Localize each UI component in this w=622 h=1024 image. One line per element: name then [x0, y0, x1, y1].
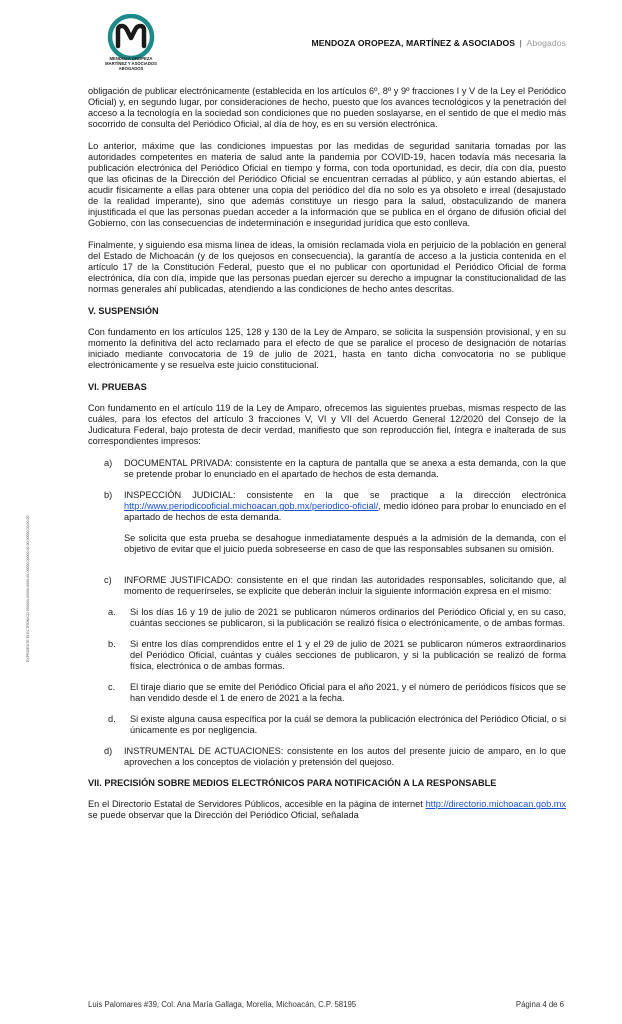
document-body — [88, 86, 566, 832]
sub-list-text: El tiraje diario que se emite del Periódico Oficial para el año 2021, y el número de periódicos físicos que se han vendido desde el 1 de enero de 2021 a la fecha. — [130, 682, 566, 703]
firm-name: MENDOZA OROPEZA, MARTÍNEZ & ASOCIADOS — [311, 38, 516, 48]
list-item-text: DOCUMENTAL PRIVADA: consistente en la captura de pantalla que se anexa a esta demanda, con la que se pretende probar lo enunciado en el apartado de hechos de esta demanda. — [124, 458, 566, 479]
footer-address: Luis Palomares #39, Col. Ana María Gallaga, Morelia, Michoacán, C.P. 58195 — [88, 1000, 357, 1009]
page-number: Página 4 de 6 — [515, 1000, 564, 1009]
section-heading-notificacion: VII. PRECISIÓN SOBRE MEDIOS ELECTRÓNICOS PARA NOTIFICACIÓN A LA RESPONSABLE — [88, 778, 497, 788]
list-marker: a) — [104, 458, 113, 468]
periodico-oficial-link[interactable]: http://www.periodicooficial.michoacan.gob.mx/periodico-oficial/ — [124, 501, 379, 511]
list-marker: c) — [104, 575, 112, 585]
logo-line-2: MARTÍNEZ Y ASOCIADOS — [105, 61, 157, 66]
sub-list-item — [88, 639, 566, 672]
notificacion-text-1: En el Directorio Estatal de Servidores Públicos, accesible en la página de internet — [88, 799, 423, 809]
list-item — [88, 575, 566, 597]
logo-text — [96, 56, 166, 71]
notificacion-body — [88, 799, 566, 821]
page-header — [0, 0, 622, 80]
side-stamp-text: EXPEDIENTE ELECTRÓNICO 000000-00000-0000-00-00000 00000 00 00 00000 00:00:00 — [26, 515, 30, 662]
directorio-link[interactable]: http://directorio.michoacan.gob.mx — [425, 799, 566, 809]
list-item — [88, 458, 566, 480]
list-item-text: INFORME JUSTIFICADO: consistente en el que rindan las autoridades responsables, solicitando que, al momento de requerírseles, se explicite que deberán incluir la siguiente información expresa en el mismo: — [124, 575, 566, 596]
list-item-text: INSTRUMENTAL DE ACTUACIONES: consistente en los autos del presente juicio de amparo, en lo que aprovechen a los conceptos de violación y pretensión del quejoso. — [124, 746, 566, 767]
inspeccion-text-3: Se solicita que esta prueba se desahogue inmediatamente después a la admisión de la demanda, con el objetivo de evitar que el juicio pueda sobreseerse en caso de que las responsables subsanen su omisión. — [124, 533, 566, 554]
firm-separator: | — [519, 38, 522, 48]
list-item — [88, 746, 566, 768]
sub-list-text: Si existe alguna causa específica por la cuál se demora la publicación electrónica del Periódico Oficial, o si únicamente es por negligencia. — [130, 714, 566, 735]
notificacion-text-2: se puede observar que la Dirección del Periódico Oficial, señalada — [88, 810, 359, 820]
list-marker: d) — [104, 746, 113, 756]
sub-list-item — [88, 607, 566, 629]
suspension-body: Con fundamento en los artículos 125, 128 y 130 de la Ley de Amparo, se solicita la suspensión provisional, y en su momento la definitiva del acto reclamado para el efecto de que se paralice el proceso de designación de notarías iniciado mediante convocatoria de 19 de julio de 2021, hasta en tanto dicha convocatoria no se publique electrónicamente y se resuelva este juicio constitucional. — [88, 327, 566, 370]
sub-list-marker: d. — [108, 714, 116, 724]
sub-list-marker: a. — [108, 607, 116, 617]
sub-list-item — [88, 714, 566, 736]
section-heading-suspension: V. SUSPENSIÓN — [88, 306, 159, 316]
firm-subtitle: Abogados — [526, 38, 566, 48]
pruebas-body: Con fundamento en el artículo 119 de la Ley de Amparo, ofrecemos las siguientes pruebas, mismas respecto de las cuáles, para los efectos del artículo 3 fracciones V, VI y VII del Acuerdo General 12/2020 del Consejo de la Judicatura Federal, bajo protesta de decir verdad, manifiesto que son reproducción fiel, íntegra e inalterada de sus correspondientes impresos: — [88, 403, 566, 446]
logo-line-1: MENDOZA OROPEZA — [109, 56, 153, 61]
logo-mark-icon — [96, 14, 166, 60]
sub-list-marker: b. — [108, 639, 116, 649]
inspeccion-text-2: , medio idóneo para probar lo enunciado en el apartado de hechos de esta demanda. — [124, 501, 566, 522]
list-item-text — [124, 490, 566, 565]
inspeccion-text — [124, 490, 566, 523]
sub-list-text: Si entre los días comprendidos entre el 1 y el 29 de julio de 2021 se publicaron números extraordinarios del Periódico Oficial, cuántas y cuáles secciones de publicaron, y si la publicación se realizó de forma física, electrónica o de ambas formas. — [130, 639, 566, 671]
list-item — [88, 490, 566, 565]
logo-line-3: ABOGADOS — [118, 66, 144, 71]
paragraph-2: Lo anterior, máxime que las condiciones impuestas por las medidas de seguridad sanitaria tomadas por las autoridades competentes en materia de salud ante la pandemia por COVID-19, hacen todavía más necesaria la publicación electrónica del Periódico Oficial en tiempo y forma, con toda oportunidad, es decir, día con día, puesto que las oficinas de la Dirección del Periódico Oficial se encuentran cerradas al público, y aún estando abiertas, el acudir físicamente a ellas para obtener una copia del periódico del día no solo es ya obsoleto e irreal (desajustado de la realidad imperante), sino que además constituye un riesgo para la salud, obstaculizando de manera injustificada el que las personas puedan acceder a la información que se publica en el órgano de difusión oficial del Gobierno, con las consecuencias de indeterminación e inseguridad jurídica que esto conlleva. — [88, 141, 566, 228]
sub-list-text: Si los días 16 y 19 de julio de 2021 se publicaron números ordinarios del Periódico Oficial y, en su caso, cuántas secciones se publicaron, si la publicación se realizó física o electrónicamente, o de ambas formas. — [130, 607, 566, 628]
paragraph-3: Finalmente, y siguiendo esa misma línea de ideas, la omisión reclamada viola en perjuicio de la población en general del Estado de Michoacán (y de los quejosos en consecuencia), la garantía de acceso a la justicia contenida en el artículo 17 de la Constitución Federal, puesto que el no publicar con oportunidad el Periódico Oficial de forma electrónica, día con día, impide que las personas puedan ejercer su derecho a impugnar la constitucionalidad de las normas generales ahí publicadas, atendiendo a las condiciones de hecho antes descritas. — [88, 240, 566, 294]
side-stamp — [26, 512, 44, 662]
sub-list-marker: c. — [108, 682, 116, 692]
paragraph-1: obligación de publicar electrónicamente (establecida en los artículos 6º, 8º y 9º fracciones I y V de la Ley el Periódico Oficial) y, en segundo lugar, por consideraciones de hecho, puesto que los avances tecnológicos y la penetración del acceso a la tecnología en la sociedad son condiciones que no pueden soslayarse, en el sentido de que el medio más socorrido de consulta del Periódico Oficial, al día de hoy, es en su versión electrónica. — [88, 86, 566, 129]
list-marker: b) — [104, 490, 113, 500]
section-heading-pruebas: VI. PRUEBAS — [88, 382, 147, 392]
inspeccion-text-1: INSPECCIÓN JUDICIAL: consistente en la que se practique a la dirección electrónica — [124, 490, 566, 500]
sub-list-item — [88, 682, 566, 704]
firm-name-block — [312, 38, 566, 48]
